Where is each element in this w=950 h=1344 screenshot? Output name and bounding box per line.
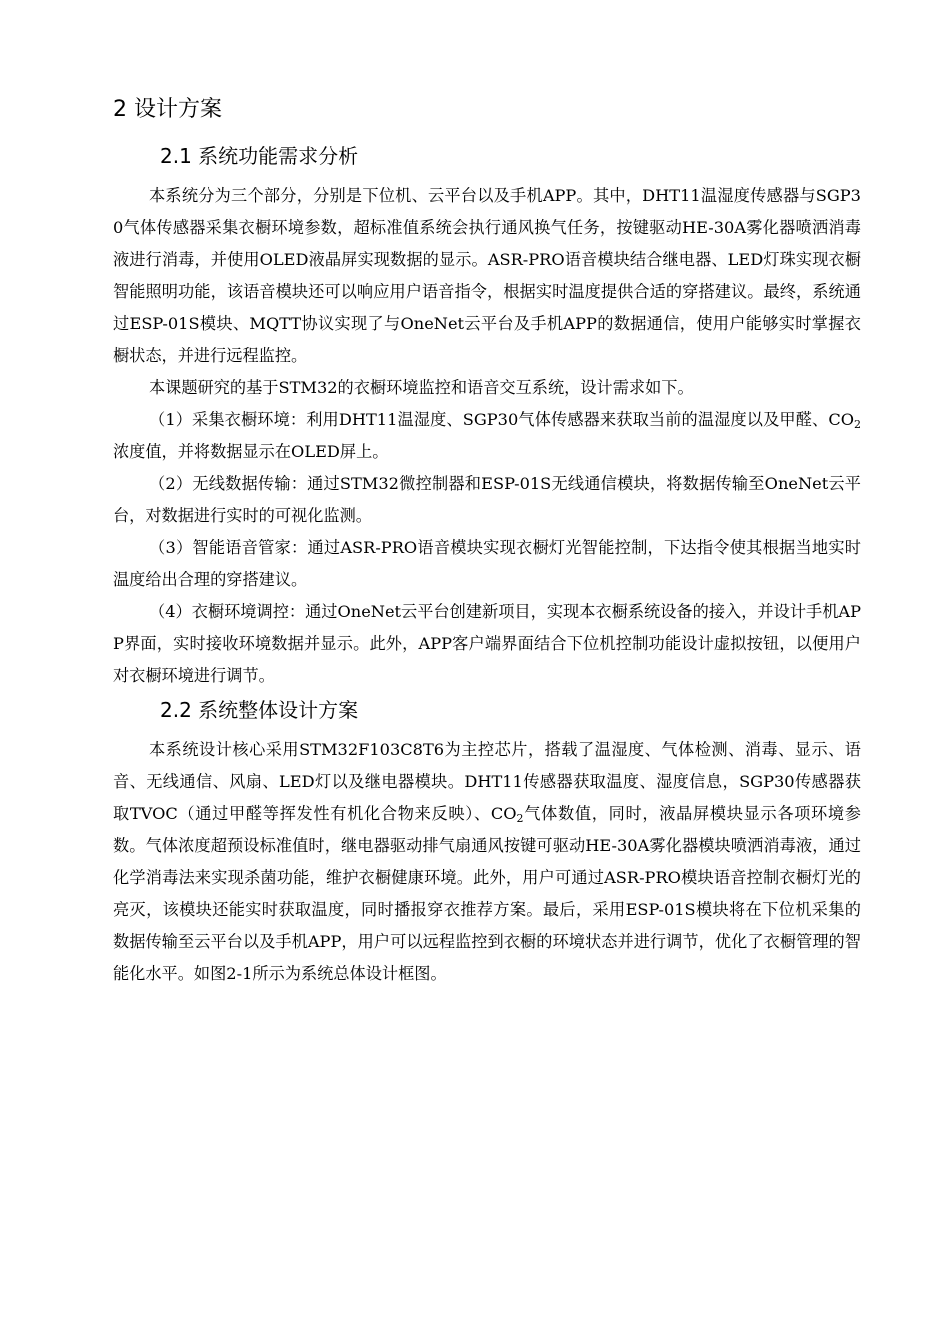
section-heading: 2 设计方案: [113, 97, 222, 122]
requirement-item-3: （3）智能语音管家：通过ASR-PRO语音模块实现衣橱灯光智能控制，下达指令使其根据当地实时温度给出合理的穿搭建议。: [113, 538, 861, 589]
overall-design-text: 本系统设计核心采用STM32F103C8T6为主控芯片，搭载了温湿度、气体检测、消毒、显示、语音、无线通信、风扇、LED灯以及继电器模块。DHT11传感器获取温度、湿度信息，SGP30传感器获取TVOC（通过甲醛等挥发性有机化合物来反映）、CO: [113, 740, 861, 823]
co2-subscript: 2: [516, 812, 524, 825]
paragraph-requirements-intro: 本课题研究的基于STM32的衣橱环境监控和语音交互系统，设计需求如下。: [149, 378, 694, 397]
requirement-item-1-text-end: 浓度值，并将数据显示在OLED屏上。: [113, 442, 389, 461]
requirement-item-4: （4）衣橱环境调控：通过OneNet云平台创建新项目，实现本衣橱系统设备的接入，并设计手机APP界面，实时接收环境数据并显示。此外，APP客户端界面结合下位机控制功能设计虚拟按钮，以便用户对衣橱环境进行调节。: [113, 602, 861, 685]
co2-subscript: 2: [854, 418, 861, 431]
overall-design-text-end: 气体数值，同时，液晶屏模块显示各项环境参数。气体浓度超预设标准值时，继电器驱动排气扇通风按键可驱动HE-30A雾化器模块喷洒消毒液，通过化学消毒法来实现杀菌功能，维护衣橱健康环境。此外，用户可通过ASR-PRO模块语音控制衣橱灯光的亮灭，该模块还能实时获取温度，同时播报穿衣推荐方案。最后，采用ESP-01S模块将在下位机采集的数据传输至云平台以及手机APP，用户可以远程监控到衣橱的环境状态并进行调节，优化了衣橱管理的智能化水平。如图2-1所示为系统总体设计框图。: [113, 804, 861, 983]
subsection-heading-2-2: 2.2 系统整体设计方案: [160, 698, 359, 722]
paragraph-overall-design: [113, 734, 861, 990]
page-content: [113, 92, 861, 990]
requirement-item-2: （2）无线数据传输：通过STM32微控制器和ESP-01S无线通信模块，将数据传输至OneNet云平台，对数据进行实时的可视化监测。: [113, 474, 861, 525]
requirement-item-1: [113, 404, 861, 468]
requirement-item-1-text: （1）采集衣橱环境：利用DHT11温湿度、SGP30气体传感器来获取当前的温湿度以及甲醛、CO: [149, 410, 854, 429]
subsection-heading-2-1: 2.1 系统功能需求分析: [160, 144, 359, 168]
paragraph-overview: 本系统分为三个部分，分别是下位机、云平台以及手机APP。其中，DHT11温湿度传感器与SGP30气体传感器采集衣橱环境参数，超标准值系统会执行通风换气任务，按键驱动HE-30A雾化器喷洒消毒液进行消毒，并使用OLED液晶屏实现数据的显示。ASR-PRO语音模块结合继电器、LED灯珠实现衣橱智能照明功能，该语音模块还可以响应用户语音指令，根据实时温度提供合适的穿搭建议。最终，系统通过ESP-01S模块、MQTT协议实现了与OneNet云平台及手机APP的数据通信，使用户能够实时掌握衣橱状态，并进行远程监控。: [113, 186, 861, 365]
